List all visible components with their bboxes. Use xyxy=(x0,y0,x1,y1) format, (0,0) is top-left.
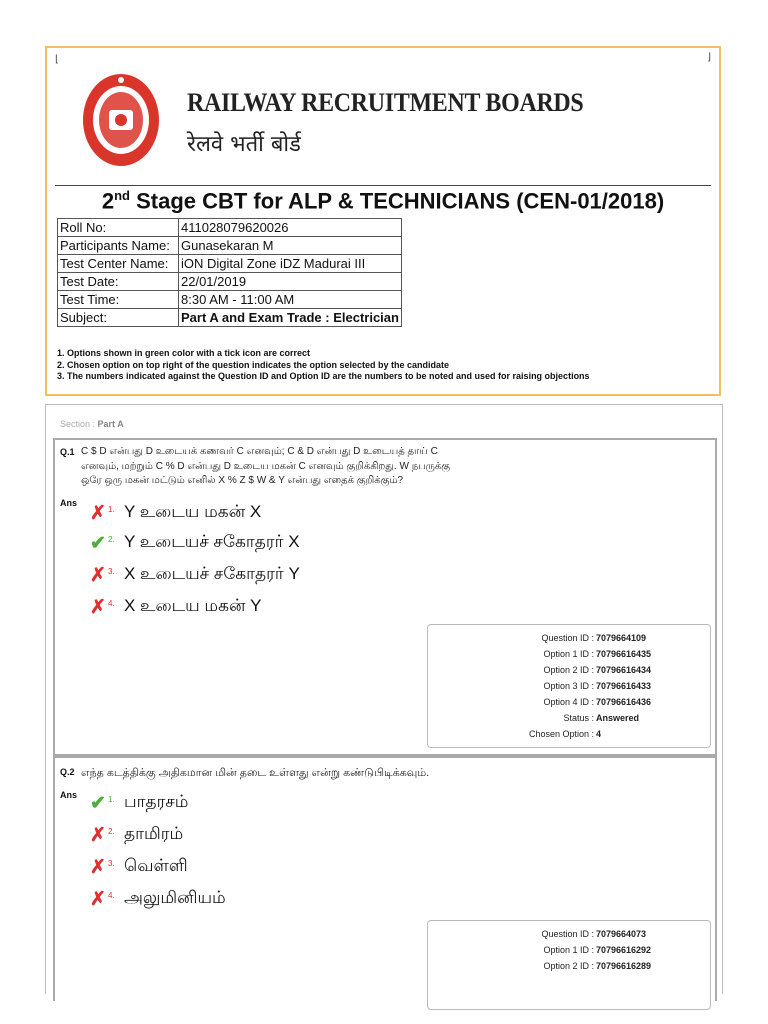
question-card xyxy=(53,756,717,1001)
exam-title: 2nd Stage CBT for ALP & TECHNICIANS (CEN-01/2018) xyxy=(101,188,665,214)
option-item: ✗ 4. X உடைய மகன் Y xyxy=(90,596,262,618)
cross-icon: ✗ xyxy=(90,856,106,878)
ans-label: Ans xyxy=(60,790,78,800)
question-text: C $ D என்பது D உடையக் கணவர் C எனவும்; C & D என்பது D உடையத் தாய் C எனவும், மற்றும் C % D என்பது D உடைய மகன் C எனவும் குறிக்கிறது. W நபருக்கு ஒரே ஒரு மகன் மட்டும் எனில் X % Z $ W & Y என்பது எதைக் குறிக்கும்? xyxy=(81,446,451,486)
question-card xyxy=(53,438,717,756)
question-text: எந்த கடத்திக்கு அதிகமான மின் தடை உள்ளது என்று கண்டுபிடிக்கவும். xyxy=(81,767,430,779)
check-icon: ✔ xyxy=(90,532,106,554)
table-row: Test Date: 22/01/2019 xyxy=(58,273,402,291)
candidate-details-table xyxy=(57,218,402,327)
option-item: ✔ 1. பாதரசம் xyxy=(90,792,189,814)
cross-icon: ✗ xyxy=(90,888,106,910)
table-row: Participants Name: Gunasekaran M xyxy=(58,237,402,255)
note-line: 3. The numbers indicated against the Question ID and Option ID are the numbers to be noted and used for raising objections xyxy=(57,371,590,381)
table-row: Roll No: 411028079620026 xyxy=(58,219,402,237)
option-item: ✗ 3. வெள்ளி xyxy=(90,856,188,878)
ans-label: Ans xyxy=(60,498,78,508)
question-number: Q.2 xyxy=(60,767,75,777)
option-item: ✗ 1. Y உடைய மகன் X xyxy=(90,502,262,524)
org-name-hindi: रेलवे भर्ती बोर्ड xyxy=(187,132,301,157)
note-line: 2. Chosen option on top right of the question indicates the option selected by the candidate xyxy=(57,359,450,370)
note-line: 1. Options shown in green color with a tick icon are correct xyxy=(57,348,311,358)
divider xyxy=(55,185,711,186)
option-item: ✗ 3. X உடையச் சகோதரர் Y xyxy=(90,564,300,586)
section-label: Section : Part A xyxy=(60,419,124,429)
indian-railways-logo xyxy=(81,70,161,170)
check-icon: ✔ xyxy=(90,792,106,814)
cross-icon: ✗ xyxy=(90,596,106,618)
table-row: Test Center Name: iON Digital Zone iDZ Madurai III xyxy=(58,255,402,273)
table-row: Subject: Part A and Exam Trade : Electrician xyxy=(58,309,402,327)
question-info-box: Question ID : 7079664073 Option 1 ID : 70796616292 Option 2 ID : 70796616289 xyxy=(427,920,711,1010)
cross-icon: ✗ xyxy=(90,824,106,846)
question-number: Q.1 xyxy=(60,447,75,457)
option-item: ✗ 2. தாமிரம் xyxy=(90,824,184,846)
scorecard-header xyxy=(45,46,721,396)
question-info-box: Question ID : 7079664109 Option 1 ID : 70796616435 Option 2 ID : 70796616434 Option 3 ID : 70796616433 Option 4 ID : 70796616436 Status : Answered Chosen Option : 4 xyxy=(427,624,711,748)
instructions xyxy=(57,348,590,383)
cross-icon: ✗ xyxy=(90,564,106,586)
cross-icon: ✗ xyxy=(90,502,106,524)
question-panel xyxy=(45,404,723,994)
org-name-english: RAILWAY RECRUITMENT BOARDS xyxy=(187,88,584,117)
table-row: Test Time: 8:30 AM - 11:00 AM xyxy=(58,291,402,309)
option-item: ✗ 4. அலுமினியம் xyxy=(90,888,226,910)
option-item: ✔ 2. Y உடையச் சகோதரர் X xyxy=(90,532,300,554)
corner-mark-icon: ⌊ xyxy=(55,54,59,65)
corner-mark-icon: ⌋ xyxy=(707,52,711,63)
